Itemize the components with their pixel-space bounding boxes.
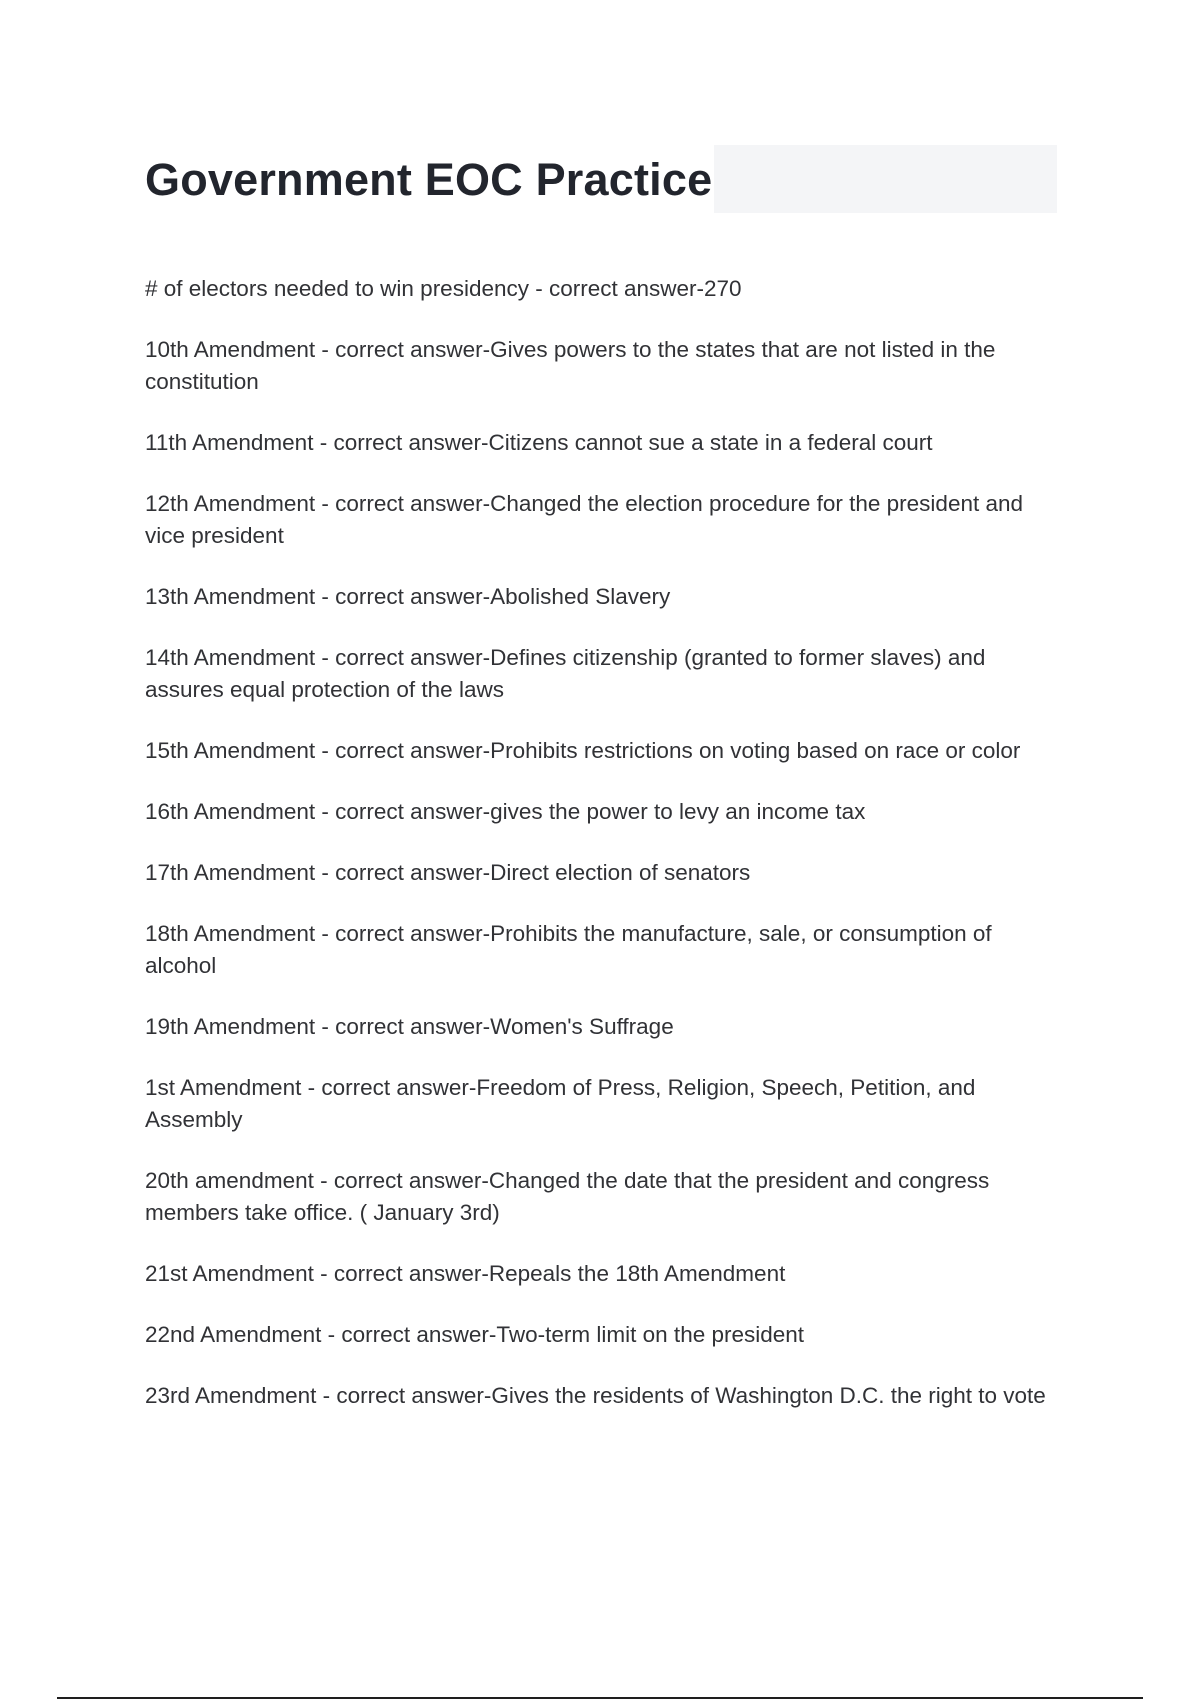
qa-entry: 14th Amendment - correct answer-Defines citizenship (granted to former slaves) and assures equal protection of the laws [145, 645, 986, 702]
qa-entry: 1st Amendment - correct answer-Freedom of Press, Religion, Speech, Petition, and Assembly [145, 1075, 976, 1132]
page-title: Government EOC Practice [145, 153, 713, 205]
qa-entry: 19th Amendment - correct answer-Women's Suffrage [145, 1014, 674, 1039]
qa-entry: 23rd Amendment - correct answer-Gives the residents of Washington D.C. the right to vote [145, 1383, 1046, 1408]
qa-list [145, 273, 1060, 1441]
qa-entry: 18th Amendment - correct answer-Prohibits the manufacture, sale, or consumption of alcohol [145, 921, 992, 978]
qa-entry: 17th Amendment - correct answer-Direct election of senators [145, 860, 751, 885]
qa-entry: 10th Amendment - correct answer-Gives powers to the states that are not listed in the constitution [145, 337, 996, 394]
qa-entry: 22nd Amendment - correct answer-Two-term limit on the president [145, 1322, 805, 1347]
qa-entry: 20th amendment - correct answer-Changed the date that the president and congress members take office. ( January 3rd) [145, 1168, 990, 1225]
qa-entry: 12th Amendment - correct answer-Changed the election procedure for the president and vice president [145, 491, 1024, 548]
qa-entry: 15th Amendment - correct answer-Prohibits restrictions on voting based on race or color [145, 738, 1021, 763]
qa-entry: 21st Amendment - correct answer-Repeals the 18th Amendment [145, 1261, 786, 1286]
qa-entry: 11th Amendment - correct answer-Citizens cannot sue a state in a federal court [145, 430, 933, 455]
footer-rule [57, 1697, 1143, 1699]
qa-entry: # of electors needed to win presidency - correct answer-270 [145, 276, 742, 301]
title-box [145, 145, 714, 213]
qa-entry: 16th Amendment - correct answer-gives the power to levy an income tax [145, 799, 866, 824]
qa-entry: 13th Amendment - correct answer-Abolished Slavery [145, 584, 671, 609]
